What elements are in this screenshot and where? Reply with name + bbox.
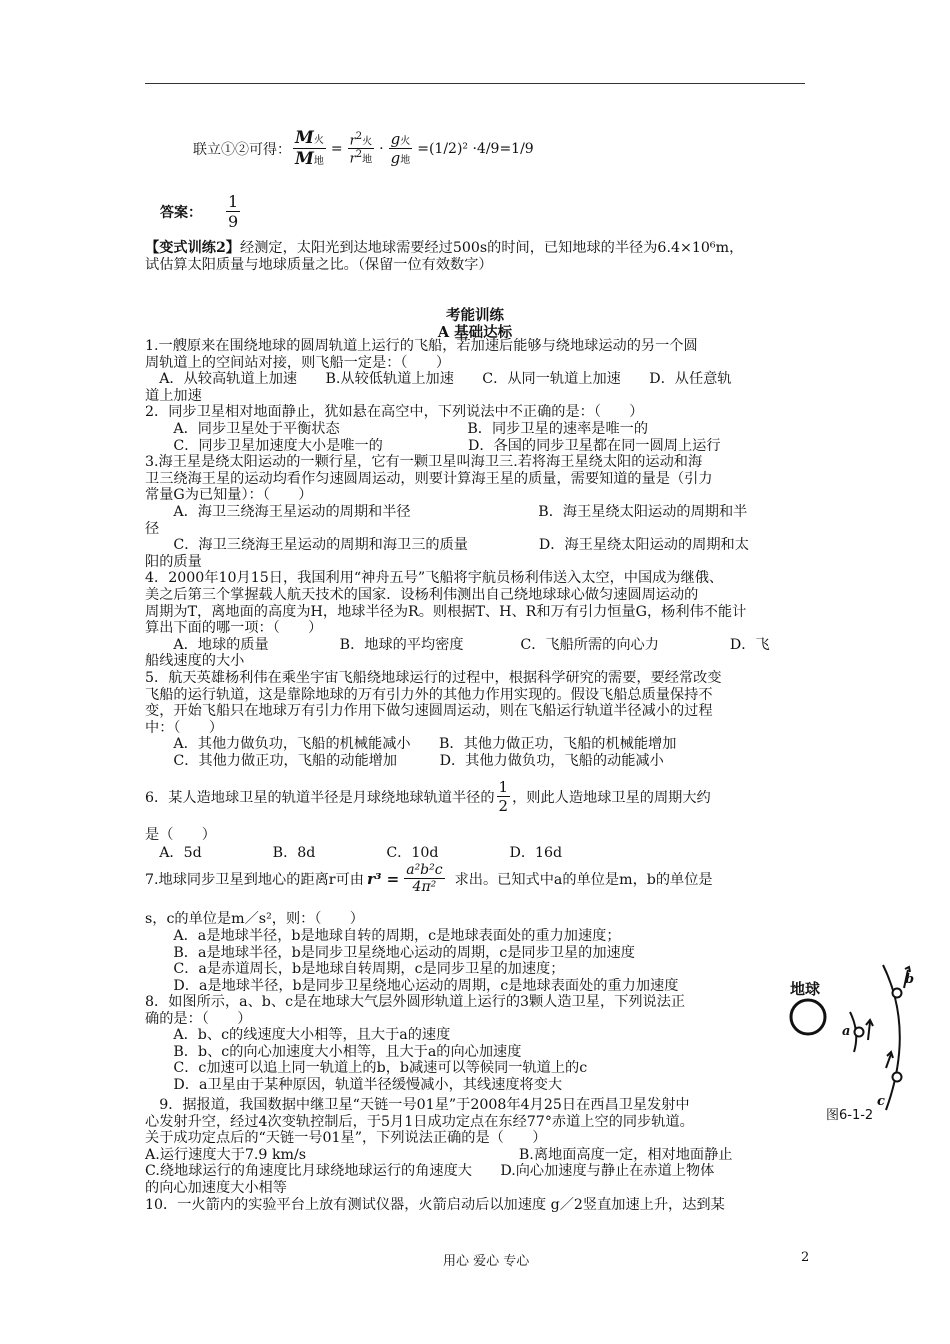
- text-line: 关于成功定点后的“天链一号01星”，下列说法正确的是（ ）: [145, 1130, 547, 1147]
- text-line: 变，开始飞船只在地球万有引力作用下做匀速圆周运动，则在飞船运行轨道半径减小的过程: [145, 703, 713, 720]
- answer-line: [160, 192, 242, 231]
- text-line: A．同步卫星处于平衡状态 B．同步卫星的速率是唯一的: [145, 421, 649, 437]
- question-6-line: 6．某人造地球卫星的轨道半径是月球绕地球轨道半径的 $\frac{1}{2}$ ，则此人造地球卫星的周期大约: [145, 778, 711, 815]
- text-line: 5．航天英雄杨利伟在乘坐宇宙飞船绕地球运行的过程中，根据科学研究的需要，要经常改变: [145, 670, 722, 686]
- text-line: A．b、c的线速度大小相等，且大于a的速度: [145, 1027, 451, 1044]
- text-line: A．从较高轨道上加速 B.从较低轨道上加速 C．从同一轨道上加速 D．从任意轨: [145, 371, 732, 388]
- text-line: B．a是地球半径，b是同步卫星绕地心运动的周期，c是同步卫星的加速度: [145, 944, 635, 961]
- text-line: A．地球的质量 B．地球的平均密度 C．飞船所需的向心力 D．飞: [145, 636, 770, 653]
- formula-line: 联立①②可得： $\frac{\text{M火}}{\text{M地}}$ = $\frac{r^2火}{r^2地}$ · $\frac{\text{g火}}{\text{g地}}$ =(1/2)² ·4/9=1/9: [193, 128, 534, 169]
- text-line: D．a是地球半径，b是同步卫星绕地心运动的周期，c是地球表面处的重力加速度: [145, 977, 679, 994]
- text-line: 阳的质量: [145, 553, 202, 570]
- satellite-b: [893, 989, 902, 998]
- arrow-c: [886, 1054, 891, 1068]
- page-number: 2: [801, 1250, 810, 1265]
- text-line: 9．据报道，我国数据中继卫星“天链一号01星”于2008年4月25日在西昌卫星发射中: [145, 1097, 690, 1113]
- text-line: A．海卫三绕海王星运动的周期和半径 B．海王星绕太阳运动的周期和半: [145, 504, 748, 520]
- header-rule: [145, 83, 805, 84]
- answer-fraction: $\frac{1}{9}$: [228, 192, 239, 231]
- radius-ratio-fraction: $\frac{r^2火}{r^2地}$: [349, 130, 373, 167]
- text-line: D．a卫星由于某种原因，轨道半径缓慢减小，其线速度将变大: [145, 1077, 563, 1093]
- earth-label: 地球: [790, 980, 821, 998]
- text-line: 10．一火箭内的实验平台上放有测试仪器，火箭启动后以加速度 g／2竖直加速上升，达到某: [145, 1196, 725, 1213]
- text-line: A.运行速度大于7.9 km/s B.离地面高度一定，相对地面静止: [145, 1146, 733, 1163]
- text-line: C．其他力做正功，飞船的动能增加 D．其他力做负功，飞船的动能减小: [145, 753, 664, 769]
- text-line: A．a是地球半径，b是地球自转的周期，c是地球表面处的重力加速度；: [145, 928, 621, 944]
- answer-label: 答案：: [160, 204, 202, 221]
- text-line: 3.海王星是绕太阳运动的一颗行星，它有一颗卫星叫海卫三.若将海王星绕太阳的运动和海: [145, 454, 703, 471]
- question-7-line: 7.地球同步卫星到地心的距离r可由 r³ = $\frac{\text{a²b²c}}{\text{4π²}}$ 求出。已知式中a的单位是m，b的单位是: [145, 862, 713, 895]
- satellite-c: [893, 1073, 902, 1082]
- text-line: C.绕地球运行的角速度比月球绕地球运行的角速度大 D.向心加速度与静止在赤道上物体: [145, 1163, 715, 1180]
- text-line: 卫三绕海王星的运动均看作匀速圆周运动，则要计算海王星的质量，需要知道的量是（引力: [145, 470, 713, 487]
- text-line: 美之后第三个掌握载人航天技术的国家．设杨利伟测出自己绕地球球心做匀速圆周运动的: [145, 587, 699, 603]
- label-a: a: [842, 1024, 851, 1039]
- text-line: 常量G为已知量）：（ ）: [145, 487, 313, 504]
- text-line: 1.一艘原来在围绕地球的圆周轨道上运行的飞船，若加速后能够与绕地球运动的另一个圆: [145, 338, 698, 354]
- variant-line-1: 【变式训练2】经测定，太阳光到达地球需要经过500s的时间，已知地球的半径为6.4×10⁶m，: [145, 240, 744, 256]
- q6-fraction: $\frac{1}{2}$: [498, 778, 509, 815]
- orbit-bc: [883, 965, 900, 1110]
- label-c: c: [877, 1094, 885, 1109]
- q7-fraction: $\frac{\text{a²b²c}}{\text{4π²}}$: [406, 862, 443, 895]
- section-subtitle: A 基础达标: [437, 324, 513, 341]
- formula-intro: 联立①②可得：: [193, 141, 291, 158]
- text-line: 2．同步卫星相对地面静止，犹如悬在高空中，下列说法中不正确的是：（ ）: [145, 404, 644, 421]
- satellite-a: [855, 1028, 864, 1037]
- text-line: A．其他力做负功，飞船的机械能减小 B．其他力做正功，飞船的机械能增加: [145, 736, 677, 753]
- text-line: C．海卫三绕海王星运动的周期和海卫三的质量 D．海王星绕太阳运动的周期和太: [145, 537, 749, 554]
- text-line: 道上加速: [145, 387, 202, 404]
- question-7-line-2: s，c的单位是m／s²，则：（ ）: [145, 911, 364, 927]
- earth-circle: [791, 1000, 825, 1034]
- text-line: 的向心加速度大小相等: [145, 1180, 287, 1196]
- text-line: 中：（ ）: [145, 719, 224, 736]
- text-line: C．同步卫星加速度大小是唯一的 D．各国的同步卫星都在同一圆周上运行: [145, 437, 721, 454]
- gravity-ratio-fraction: $\frac{\text{g火}}{\text{g地}}$: [390, 130, 411, 167]
- formula-tail: =(1/2)² ·4/9=1/9: [417, 140, 534, 157]
- text-line: 心发射升空，经过4次变轨控制后，于5月1日成功定点在东经77°赤道上空的同步轨道。: [145, 1113, 694, 1130]
- figure-caption: 图6-1-2: [826, 1108, 874, 1123]
- text-line: 8．如图所示，a、b、c是在地球大气层外圆形轨道上运行的3颗人造卫星，下列说法正: [145, 994, 686, 1010]
- text-line: C．c加速可以追上同一轨道上的b，b减速可以等候同一轨道上的c: [145, 1060, 588, 1077]
- text-line: 算出下面的哪一项：（ ）: [145, 620, 323, 637]
- text-line: 确的是：（ ）: [145, 1010, 252, 1027]
- arrow-a: [868, 1022, 870, 1040]
- footer-center: 用心 爱心 专心: [443, 1254, 530, 1269]
- text-line: 径: [145, 520, 160, 537]
- mass-ratio-fraction: $\frac{\text{M火}}{\text{M地}}$: [295, 128, 324, 169]
- text-line: 船线速度的大小: [145, 653, 245, 670]
- question-6-options: A．5d B．8d C．10d D．16d: [145, 845, 563, 861]
- text-line: C．a是赤道周长，b是地球自转周期，c是同步卫星的加速度；: [145, 961, 565, 978]
- text-line: 飞船的运行轨道，这是靠除地球的万有引力外的其他力作用实现的。假设飞船总质量保持不: [145, 686, 713, 703]
- text-line: B．b、c的向心加速度大小相等，且大于a的向心加速度: [145, 1043, 522, 1060]
- label-b: b: [905, 972, 915, 987]
- variant-line-2: 试估算太阳质量与地球质量之比。（保留一位有效数字）: [145, 257, 493, 273]
- question-6-line-2: 是（ ）: [145, 827, 216, 843]
- text-line: 周期为T，离地面的高度为H，地球半径为R。则根据T、H、R和万有引力恒量G，杨利伟不能计: [145, 603, 747, 620]
- section-title: 考能训练: [446, 307, 504, 324]
- text-line: 4．2000年10月15日，我国利用“神舟五号”飞船将宇航员杨利伟送入太空，中国成为继俄、: [145, 570, 724, 587]
- text-line: 周轨道上的空间站对接，则飞船一定是：（ ）: [145, 354, 451, 371]
